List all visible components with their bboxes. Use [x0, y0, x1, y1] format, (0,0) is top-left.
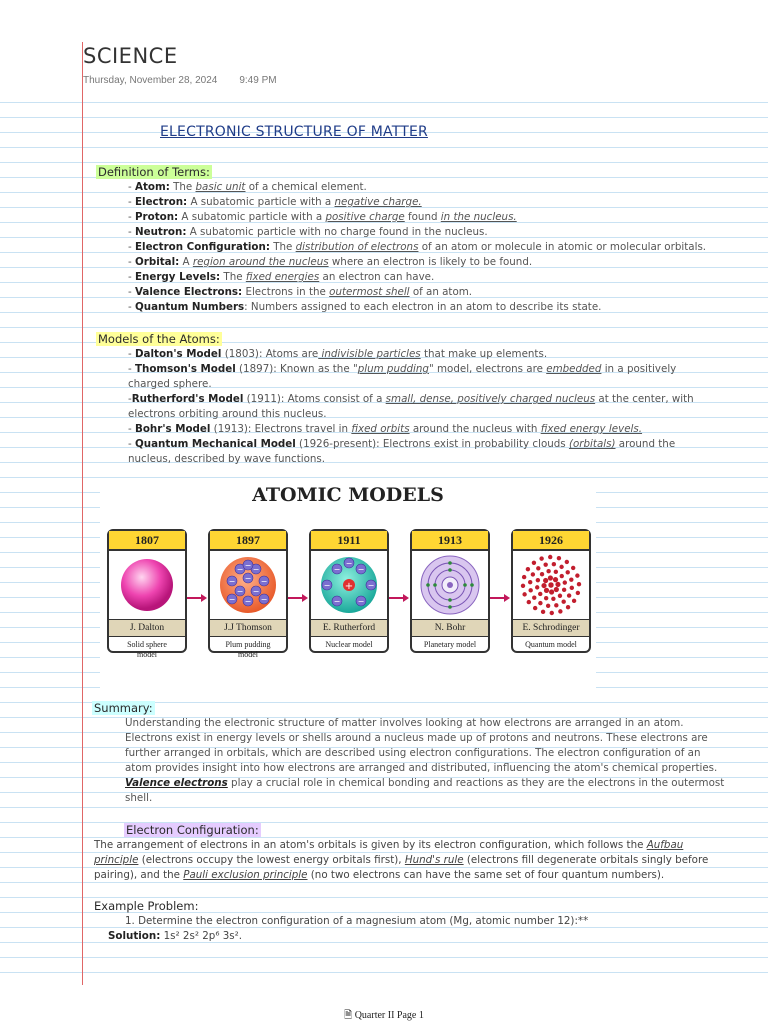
example-solution: Solution: 1s² 2s² 2p⁶ 3s².	[108, 930, 243, 942]
cloud-dot	[544, 588, 549, 593]
model-description: Plum pudding model	[225, 640, 271, 659]
electron-cloud-icon	[513, 551, 589, 619]
cloud-dot	[566, 570, 570, 574]
model-description: Planetary model	[423, 640, 477, 649]
cloud-dot	[560, 574, 564, 578]
cloud-dot	[576, 591, 580, 595]
cloud-dot	[536, 578, 540, 582]
cloud-dot	[572, 599, 576, 603]
minus-sign: −	[252, 565, 260, 574]
model-scientist: J. Dalton	[109, 619, 185, 637]
model-year: 1926	[513, 531, 589, 551]
model-dalton: - Dalton's Model (1803): Atoms are indivisible particles that make up elements.	[128, 348, 548, 360]
cloud-dot	[543, 578, 548, 583]
minus-sign: −	[244, 561, 252, 570]
cloud-dot	[563, 580, 567, 584]
model-description: Quantum model	[525, 640, 577, 649]
minus-sign: −	[244, 574, 252, 583]
definition-item: - Energy Levels: The fixed energies an electron can have.	[128, 271, 435, 283]
arrow-right-icon	[388, 593, 410, 603]
summary-line: Valence electrons play a crucial role in chemical bonding and reactions as they are the electrons in the outermost	[125, 777, 725, 789]
model-card-schrodinger	[511, 529, 591, 653]
cloud-dot	[558, 594, 562, 598]
cloud-dot	[575, 573, 579, 577]
definition-item: - Orbital: A region around the nucleus where an electron is likely to be found.	[128, 256, 533, 268]
summary-line: further arranged in orbitals, which are described using electron configurations. The electron configuration of an	[125, 747, 701, 759]
arrow-right-icon	[489, 593, 511, 603]
definition-item: - Proton: A subatomic particle with a positive charge found in the nucleus.	[128, 211, 517, 223]
cloud-dot	[522, 592, 526, 596]
cloud-dot	[538, 601, 542, 605]
minus-sign: −	[260, 595, 268, 604]
model-card-bohr	[410, 529, 490, 653]
cloud-dot	[546, 569, 550, 573]
config-heading: Electron Configuration:	[126, 823, 259, 837]
cloud-dot	[532, 595, 536, 599]
model-rutherford: -Rutherford's Model (1911): Atoms consist of a small, dense, positively charged nucleus at the center, with	[128, 393, 694, 405]
cloud-dot	[538, 592, 542, 596]
cloud-dot	[536, 566, 540, 570]
model-card-dalton	[107, 529, 187, 659]
summary-heading: Summary:	[94, 701, 153, 715]
arrow-right-icon	[287, 593, 309, 603]
definition-item: - Neutron: A subatomic particle with no charge found in the nucleus.	[128, 226, 488, 238]
planetary-model-icon	[412, 551, 488, 619]
cloud-dot	[562, 588, 566, 592]
minus-sign: −	[367, 581, 375, 590]
definition-item: - Electron Configuration: The distribution of electrons of an atom or molecule in atomic or molecular orbitals.	[128, 241, 707, 253]
model-year: 1897	[210, 531, 286, 551]
cloud-dot	[539, 556, 543, 560]
model-thomson-cont: charged sphere.	[128, 378, 212, 390]
model-card-rutherford	[309, 529, 389, 653]
minus-sign: −	[244, 597, 252, 606]
minus-sign: −	[236, 587, 244, 596]
cloud-dot	[571, 566, 575, 570]
cloud-dot	[565, 560, 569, 564]
example-heading: Example Problem:	[94, 899, 199, 913]
note-date: Thursday, November 28, 2024	[83, 75, 218, 86]
minus-sign: −	[357, 597, 365, 606]
main-heading: ELECTRONIC STRUCTURE OF MATTER	[160, 124, 428, 140]
summary-line: Electrons exist in energy levels or shells around a nucleus made up of protons and neutrons. These electrons are	[125, 732, 708, 744]
nuclear-model-icon	[311, 551, 387, 619]
cloud-dot	[535, 585, 539, 589]
cloud-dot	[554, 570, 558, 574]
minus-sign: −	[252, 587, 260, 596]
model-thomson: - Thomson's Model (1897): Known as the "plum pudding" model, electrons are embedded in a positively	[128, 363, 677, 375]
cloud-dot	[541, 610, 545, 614]
definition-item: - Atom: The basic unit of a chemical element.	[128, 181, 367, 193]
config-line: pairing), and the Pauli exclusion principle (no two electrons can have the same set of four quantum numbers).	[94, 869, 665, 881]
cloud-dot	[548, 555, 552, 559]
page-label: Quarter II Page 1	[354, 1010, 424, 1021]
cloud-dot	[566, 605, 570, 609]
definition-item: - Electron: A subatomic particle with a negative charge.	[128, 196, 422, 208]
config-line: The arrangement of electrons in an atom's orbitals is given by its electron configuration, which follows the Aufbau	[94, 839, 684, 851]
cloud-dot	[567, 593, 571, 597]
example-problem: 1. Determine the electron configuration of a magnesium atom (Mg, atomic number 12):**	[125, 915, 589, 927]
cloud-dot	[544, 596, 548, 600]
model-year: 1807	[109, 531, 185, 551]
cloud-dot	[531, 572, 535, 576]
figure-title: ATOMIC MODELS	[252, 484, 444, 506]
definition-item: - Quantum Numbers: Numbers assigned to each electron in an atom to describe its state.	[128, 301, 602, 313]
cloud-dot	[540, 572, 544, 576]
plum-pudding-icon	[210, 551, 286, 619]
model-quantum-cont: nucleus, described by wave functions.	[128, 453, 326, 465]
note-time: 9:49 PM	[239, 75, 277, 86]
model-year: 1913	[412, 531, 488, 551]
arrow-right-icon	[186, 593, 208, 603]
minus-sign: −	[345, 559, 353, 568]
minus-sign: −	[357, 565, 365, 574]
cloud-dot	[543, 562, 547, 566]
model-scientist: E. Rutherford	[311, 619, 387, 637]
cloud-dot	[554, 587, 559, 592]
definition-item: - Valence Electrons: Electrons in the outermost shell of an atom.	[128, 286, 473, 298]
model-scientist: N. Bohr	[412, 619, 488, 637]
minus-sign: −	[236, 565, 244, 574]
note-datetime	[83, 75, 277, 86]
minus-sign: −	[333, 565, 341, 574]
summary-line: shell.	[125, 792, 153, 804]
cloud-dot	[555, 582, 560, 587]
cloud-dot	[549, 589, 554, 594]
solid-sphere-icon	[109, 551, 185, 619]
model-quantum: - Quantum Mechanical Model (1926-present): Electrons exist in probability clouds (orbitals) around the	[128, 438, 676, 450]
cloud-dot	[541, 583, 546, 588]
cloud-dot	[548, 582, 553, 587]
minus-sign: −	[333, 597, 341, 606]
cloud-dot	[551, 597, 555, 601]
page-icon: 🗎	[344, 1010, 353, 1021]
model-description: Nuclear model	[325, 640, 373, 649]
minus-sign: −	[228, 577, 236, 586]
plus-sign: +	[344, 581, 354, 592]
model-year: 1911	[311, 531, 387, 551]
summary-line: atom provides insight into how electrons are arranged and distributed, influencing the atom's chemical properties.	[125, 762, 718, 774]
cloud-dot	[533, 606, 537, 610]
model-description: Solid sphere model	[127, 640, 167, 659]
cloud-dot	[559, 565, 563, 569]
summary-line: Understanding the electronic structure of matter involves looking at how electrons are arranged in an atom.	[125, 717, 684, 729]
cloud-dot	[577, 582, 581, 586]
cloud-dot	[521, 584, 525, 588]
notebook-title: SCIENCE	[83, 44, 178, 68]
cloud-dot	[557, 556, 561, 560]
cloud-dot	[532, 561, 536, 565]
cloud-dot	[546, 604, 550, 608]
cloud-dot	[570, 586, 574, 590]
minus-sign: −	[228, 595, 236, 604]
cloud-dot	[552, 562, 556, 566]
cloud-dot	[558, 609, 562, 613]
config-line: principle (electrons occupy the lowest energy orbitals first), Hund's rule (electrons fill degenerate orbitals singly before	[94, 854, 709, 866]
cloud-dot	[527, 600, 531, 604]
model-bohr: - Bohr's Model (1913): Electrons travel in fixed orbits around the nucleus with fixed energy levels.	[128, 423, 643, 435]
cloud-dot	[528, 580, 532, 584]
minus-sign: −	[323, 581, 331, 590]
cloud-dot	[569, 577, 573, 581]
atomic-models-figure	[100, 478, 596, 690]
cloud-dot	[526, 567, 530, 571]
notebook-margin-line	[82, 42, 83, 997]
cloud-dot	[561, 600, 565, 604]
cloud-dot	[522, 575, 526, 579]
cloud-dot	[553, 577, 558, 582]
cloud-dot	[548, 575, 553, 580]
models-heading: Models of the Atoms:	[98, 332, 220, 346]
model-scientist: J.J Thomson	[210, 619, 286, 637]
model-rutherford-cont: electrons orbiting around this nucleus.	[128, 408, 327, 420]
model-scientist: E. Schrodinger	[513, 619, 589, 637]
cloud-dot	[554, 603, 558, 607]
definitions-heading: Definition of Terms:	[98, 165, 210, 179]
minus-sign: −	[260, 577, 268, 586]
cloud-dot	[550, 611, 554, 615]
model-card-thomson	[208, 529, 288, 659]
cloud-dot	[528, 588, 532, 592]
page-footer	[0, 1008, 768, 1025]
